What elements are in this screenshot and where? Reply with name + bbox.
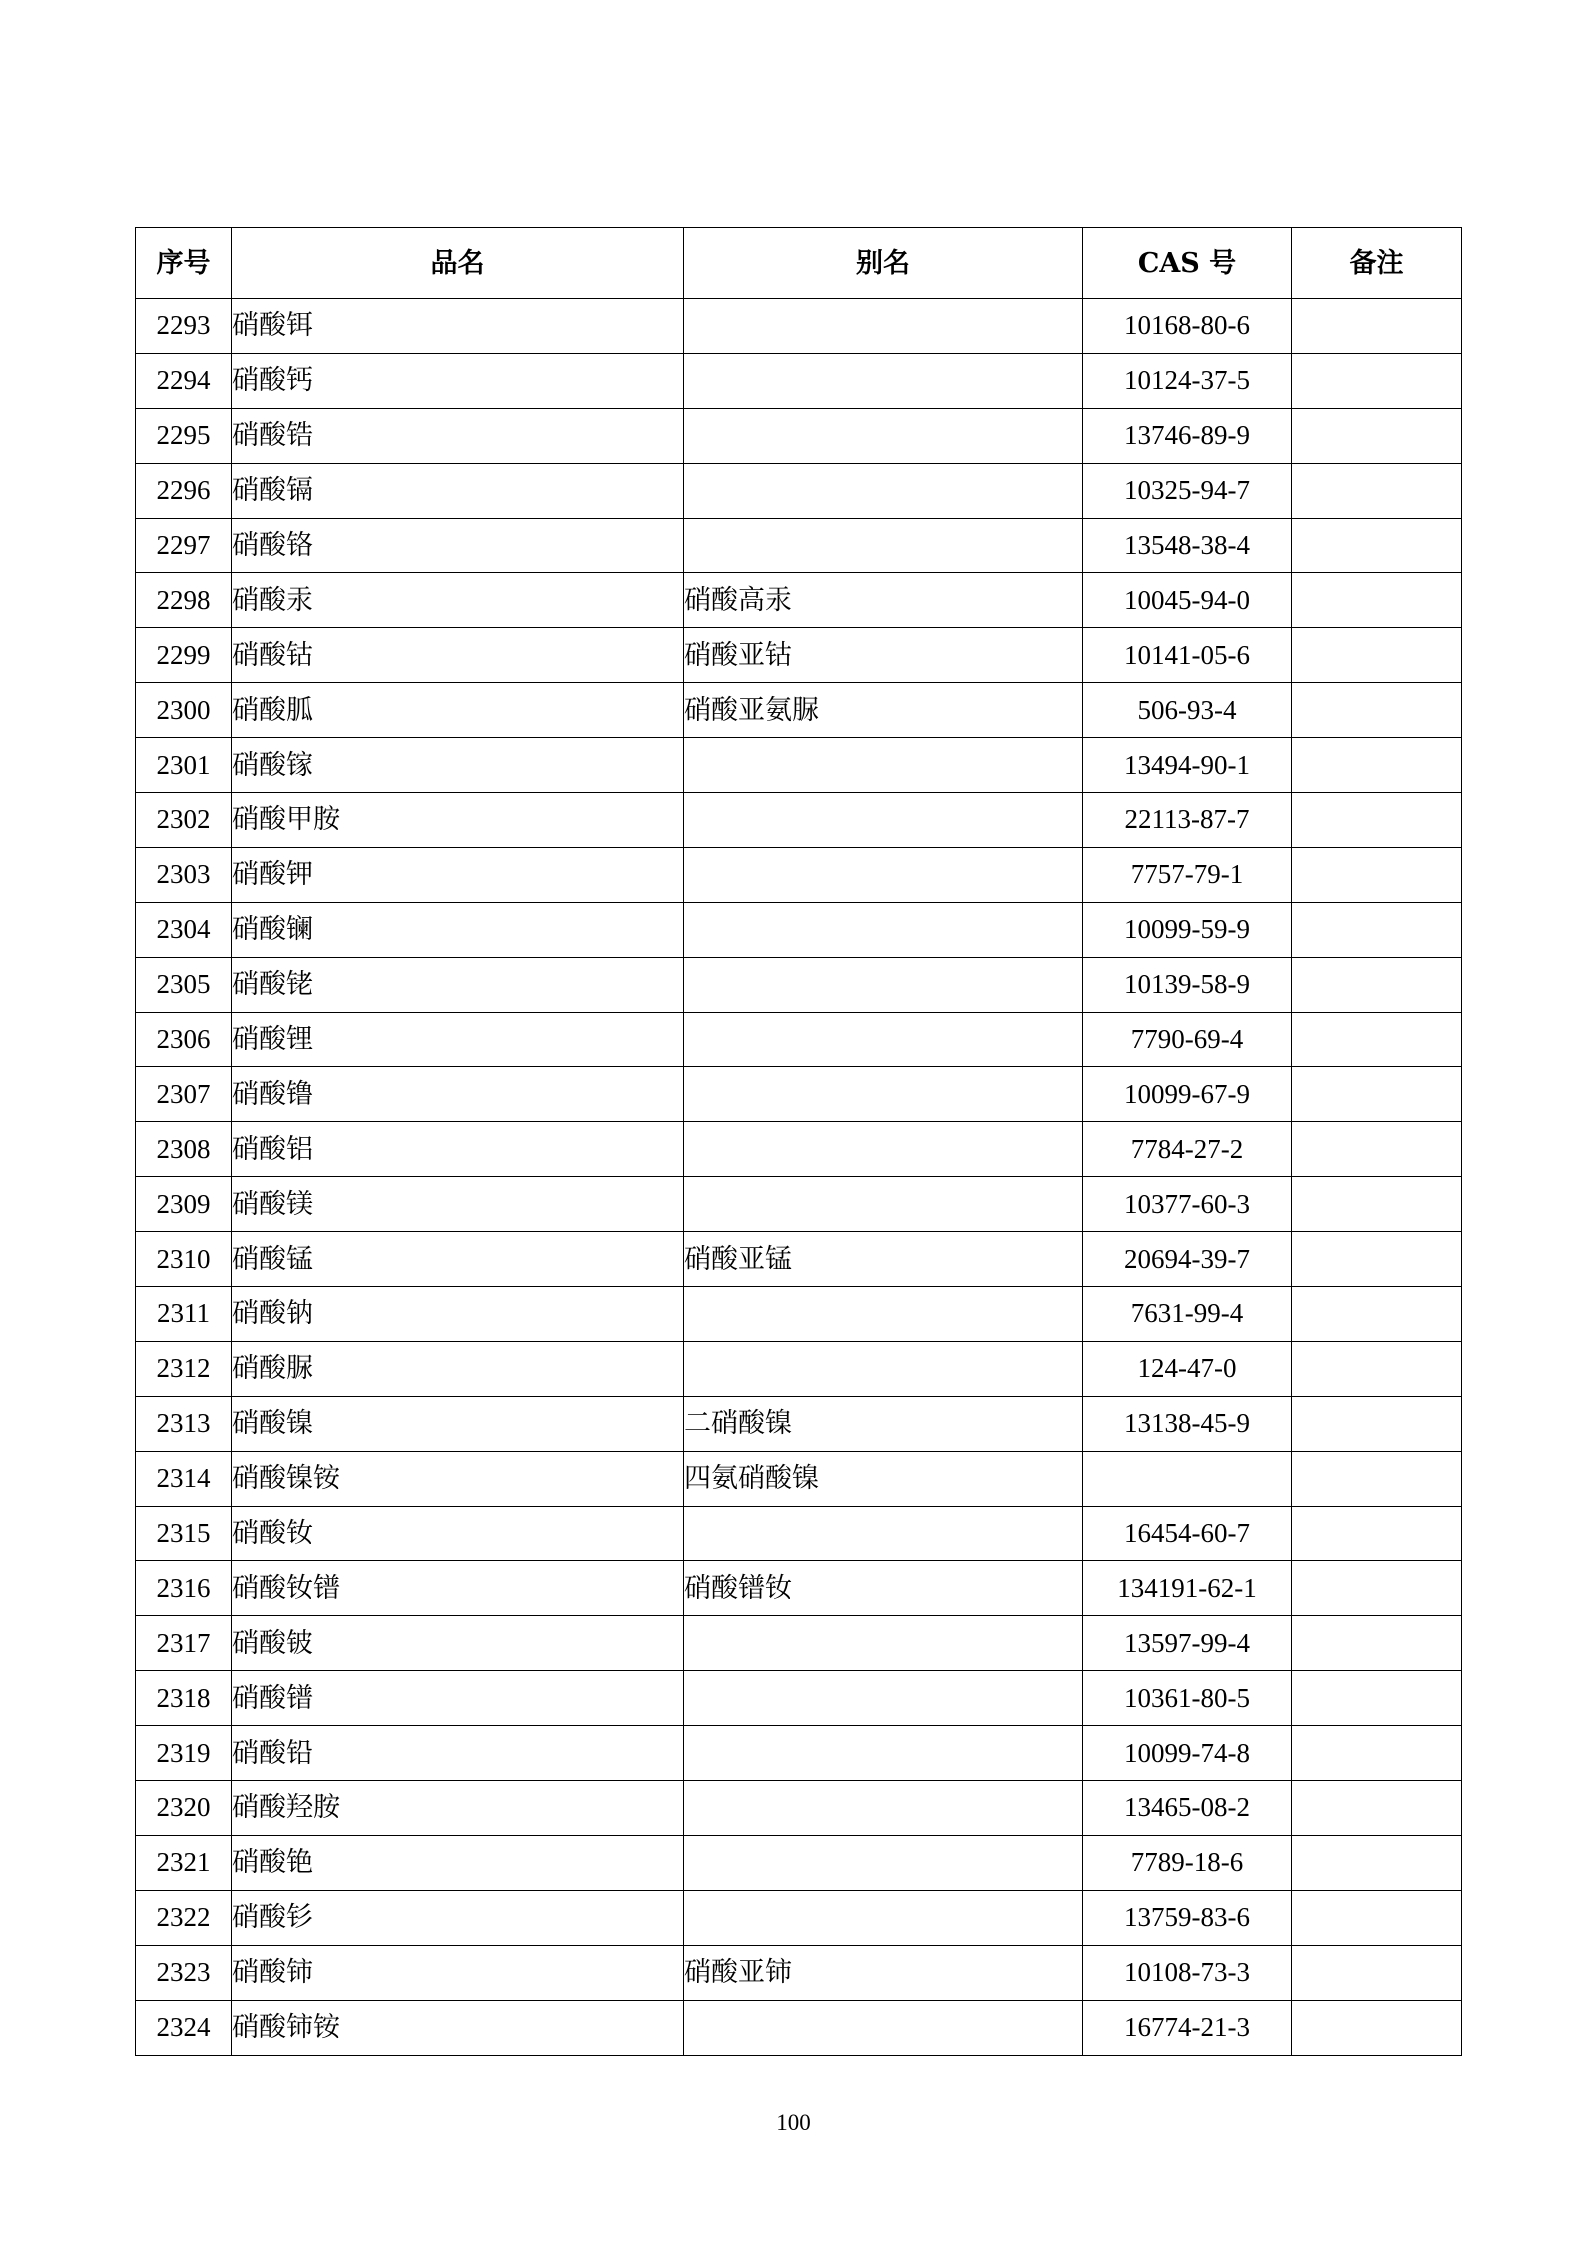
cell-serial-number: 2315 (136, 1506, 232, 1561)
cell-cas-number (1083, 1451, 1292, 1506)
cell-product-name: 硝酸镥 (232, 1067, 684, 1122)
table-row (136, 957, 1462, 1012)
cell-alias (684, 1835, 1083, 1890)
cell-cas-number: 13494-90-1 (1083, 738, 1292, 793)
cell-cas-number: 7784-27-2 (1083, 1122, 1292, 1177)
cell-cas-number: 506-93-4 (1083, 683, 1292, 738)
cell-remarks (1292, 463, 1462, 518)
cell-remarks (1292, 408, 1462, 463)
cell-serial-number: 2309 (136, 1177, 232, 1232)
cell-product-name: 硝酸镁 (232, 1177, 684, 1232)
header-row (136, 228, 1462, 299)
cell-product-name: 硝酸钕 (232, 1506, 684, 1561)
cell-cas-number: 16454-60-7 (1083, 1506, 1292, 1561)
cell-remarks (1292, 1122, 1462, 1177)
cell-remarks (1292, 2000, 1462, 2055)
cell-product-name: 硝酸胍 (232, 683, 684, 738)
table-row (136, 518, 1462, 573)
cell-product-name: 硝酸铝 (232, 1122, 684, 1177)
cell-serial-number: 2295 (136, 408, 232, 463)
table-row (136, 1781, 1462, 1836)
cell-alias (684, 1726, 1083, 1781)
cell-product-name: 硝酸羟胺 (232, 1781, 684, 1836)
cell-alias (684, 1341, 1083, 1396)
table-row (136, 628, 1462, 683)
cell-serial-number: 2320 (136, 1781, 232, 1836)
cell-alias (684, 1122, 1083, 1177)
cell-cas-number: 10045-94-0 (1083, 573, 1292, 628)
table-row (136, 1890, 1462, 1945)
cell-alias (684, 957, 1083, 1012)
cell-remarks (1292, 1890, 1462, 1945)
cell-serial-number: 2323 (136, 1945, 232, 2000)
cell-alias (684, 793, 1083, 848)
table-row (136, 1835, 1462, 1890)
table-row (136, 408, 1462, 463)
cell-serial-number: 2312 (136, 1341, 232, 1396)
table-row (136, 1287, 1462, 1342)
cell-cas-number: 10099-59-9 (1083, 902, 1292, 957)
table-row (136, 847, 1462, 902)
cell-product-name: 硝酸镍铵 (232, 1451, 684, 1506)
cell-remarks (1292, 1012, 1462, 1067)
cell-remarks (1292, 353, 1462, 408)
table-row (136, 1671, 1462, 1726)
cell-product-name: 硝酸锂 (232, 1012, 684, 1067)
table-row (136, 793, 1462, 848)
cell-remarks (1292, 793, 1462, 848)
cell-product-name: 硝酸汞 (232, 573, 684, 628)
cell-serial-number: 2321 (136, 1835, 232, 1890)
cell-serial-number: 2298 (136, 573, 232, 628)
cell-alias (684, 1671, 1083, 1726)
cell-serial-number: 2319 (136, 1726, 232, 1781)
cell-product-name: 硝酸甲胺 (232, 793, 684, 848)
cell-alias (684, 518, 1083, 573)
cell-serial-number: 2317 (136, 1616, 232, 1671)
cell-alias: 硝酸亚氨脲 (684, 683, 1083, 738)
cell-product-name: 硝酸钕镨 (232, 1561, 684, 1616)
cell-cas-number: 10361-80-5 (1083, 1671, 1292, 1726)
cell-product-name: 硝酸脲 (232, 1341, 684, 1396)
cell-product-name: 硝酸铑 (232, 957, 684, 1012)
chemical-table (135, 227, 1462, 2056)
table-row (136, 573, 1462, 628)
table-row (136, 1012, 1462, 1067)
cell-remarks (1292, 738, 1462, 793)
cell-alias: 硝酸亚锰 (684, 1232, 1083, 1287)
header-cas-number: CAS 号 (1083, 228, 1292, 299)
page-number: 100 (776, 2110, 811, 2135)
cell-alias (684, 299, 1083, 354)
table-row (136, 463, 1462, 518)
table-row (136, 1726, 1462, 1781)
cell-cas-number: 13746-89-9 (1083, 408, 1292, 463)
cell-cas-number: 20694-39-7 (1083, 1232, 1292, 1287)
header-alias: 别名 (684, 228, 1083, 299)
cell-serial-number: 2297 (136, 518, 232, 573)
cell-serial-number: 2293 (136, 299, 232, 354)
cell-alias (684, 2000, 1083, 2055)
cell-serial-number: 2303 (136, 847, 232, 902)
header-serial-number: 序号 (136, 228, 232, 299)
cell-remarks (1292, 518, 1462, 573)
cell-cas-number: 10124-37-5 (1083, 353, 1292, 408)
cell-cas-number: 10099-67-9 (1083, 1067, 1292, 1122)
cell-product-name: 硝酸铅 (232, 1726, 684, 1781)
cell-product-name: 硝酸钴 (232, 628, 684, 683)
cell-serial-number: 2314 (136, 1451, 232, 1506)
cell-alias (684, 353, 1083, 408)
cell-alias: 硝酸亚钴 (684, 628, 1083, 683)
cell-serial-number: 2308 (136, 1122, 232, 1177)
cell-product-name: 硝酸铍 (232, 1616, 684, 1671)
cell-alias: 二硝酸镍 (684, 1396, 1083, 1451)
cell-alias: 硝酸亚铈 (684, 1945, 1083, 2000)
cell-product-name: 硝酸镓 (232, 738, 684, 793)
table-row (136, 1067, 1462, 1122)
cell-alias (684, 847, 1083, 902)
cell-serial-number: 2316 (136, 1561, 232, 1616)
cell-product-name: 硝酸铈铵 (232, 2000, 684, 2055)
cell-cas-number: 13465-08-2 (1083, 1781, 1292, 1836)
cell-product-name: 硝酸钙 (232, 353, 684, 408)
cell-remarks (1292, 1561, 1462, 1616)
cell-remarks (1292, 847, 1462, 902)
table-body (136, 299, 1462, 2056)
cell-cas-number: 10168-80-6 (1083, 299, 1292, 354)
cell-alias (684, 1287, 1083, 1342)
cell-cas-number: 10108-73-3 (1083, 1945, 1292, 2000)
cell-alias (684, 738, 1083, 793)
header-product-name: 品名 (232, 228, 684, 299)
cell-alias (684, 1890, 1083, 1945)
cell-alias (684, 902, 1083, 957)
cell-remarks (1292, 299, 1462, 354)
cell-alias: 四氨硝酸镍 (684, 1451, 1083, 1506)
cell-remarks (1292, 1781, 1462, 1836)
cell-cas-number: 13759-83-6 (1083, 1890, 1292, 1945)
cell-product-name: 硝酸铬 (232, 518, 684, 573)
cell-remarks (1292, 957, 1462, 1012)
cell-alias (684, 463, 1083, 518)
table-row (136, 902, 1462, 957)
cell-cas-number: 10141-05-6 (1083, 628, 1292, 683)
cell-serial-number: 2296 (136, 463, 232, 518)
cell-remarks (1292, 1616, 1462, 1671)
cell-cas-number: 13548-38-4 (1083, 518, 1292, 573)
table-row (136, 1616, 1462, 1671)
cell-cas-number: 10099-74-8 (1083, 1726, 1292, 1781)
cell-product-name: 硝酸铈 (232, 1945, 684, 2000)
cell-serial-number: 2318 (136, 1671, 232, 1726)
table-row (136, 353, 1462, 408)
cell-product-name: 硝酸钠 (232, 1287, 684, 1342)
cell-remarks (1292, 1287, 1462, 1342)
cell-remarks (1292, 628, 1462, 683)
cell-serial-number: 2310 (136, 1232, 232, 1287)
cell-serial-number: 2294 (136, 353, 232, 408)
cell-product-name: 硝酸镧 (232, 902, 684, 957)
cell-serial-number: 2306 (136, 1012, 232, 1067)
cell-cas-number: 7631-99-4 (1083, 1287, 1292, 1342)
cell-product-name: 硝酸铯 (232, 1835, 684, 1890)
cell-cas-number: 13138-45-9 (1083, 1396, 1292, 1451)
cell-cas-number: 13597-99-4 (1083, 1616, 1292, 1671)
cell-remarks (1292, 1835, 1462, 1890)
cell-alias (684, 408, 1083, 463)
table-row (136, 738, 1462, 793)
table-row (136, 1341, 1462, 1396)
cell-remarks (1292, 1506, 1462, 1561)
cell-cas-number: 124-47-0 (1083, 1341, 1292, 1396)
cell-cas-number: 7789-18-6 (1083, 1835, 1292, 1890)
cell-remarks (1292, 1945, 1462, 2000)
table-row (136, 1945, 1462, 2000)
cell-alias (684, 1506, 1083, 1561)
cell-cas-number: 134191-62-1 (1083, 1561, 1292, 1616)
cell-alias (684, 1067, 1083, 1122)
cell-product-name: 硝酸锰 (232, 1232, 684, 1287)
cell-alias (684, 1012, 1083, 1067)
cell-product-name: 硝酸钾 (232, 847, 684, 902)
table-header (136, 228, 1462, 299)
table-row (136, 1122, 1462, 1177)
table-row (136, 299, 1462, 354)
cell-product-name: 硝酸镉 (232, 463, 684, 518)
cell-serial-number: 2301 (136, 738, 232, 793)
cell-remarks (1292, 683, 1462, 738)
cell-remarks (1292, 902, 1462, 957)
cell-product-name: 硝酸铒 (232, 299, 684, 354)
cell-alias: 硝酸高汞 (684, 573, 1083, 628)
cell-serial-number: 2302 (136, 793, 232, 848)
cell-remarks (1292, 1396, 1462, 1451)
cell-cas-number: 10377-60-3 (1083, 1177, 1292, 1232)
cell-cas-number: 10139-58-9 (1083, 957, 1292, 1012)
cell-product-name: 硝酸钐 (232, 1890, 684, 1945)
cell-serial-number: 2322 (136, 1890, 232, 1945)
cell-product-name: 硝酸锆 (232, 408, 684, 463)
cell-cas-number: 16774-21-3 (1083, 2000, 1292, 2055)
table-row (136, 1506, 1462, 1561)
cell-serial-number: 2304 (136, 902, 232, 957)
cell-serial-number: 2324 (136, 2000, 232, 2055)
cell-cas-number: 7790-69-4 (1083, 1012, 1292, 1067)
cell-alias (684, 1781, 1083, 1836)
cell-cas-number: 7757-79-1 (1083, 847, 1292, 902)
table-row (136, 1451, 1462, 1506)
cell-product-name: 硝酸镍 (232, 1396, 684, 1451)
table-row (136, 2000, 1462, 2055)
cell-remarks (1292, 1341, 1462, 1396)
table-row (136, 1177, 1462, 1232)
table-row (136, 683, 1462, 738)
cell-remarks (1292, 1232, 1462, 1287)
cell-serial-number: 2307 (136, 1067, 232, 1122)
cell-remarks (1292, 1177, 1462, 1232)
cell-remarks (1292, 1067, 1462, 1122)
table-row (136, 1561, 1462, 1616)
header-remarks: 备注 (1292, 228, 1462, 299)
cell-remarks (1292, 1726, 1462, 1781)
cell-cas-number: 10325-94-7 (1083, 463, 1292, 518)
cell-alias: 硝酸镨钕 (684, 1561, 1083, 1616)
cell-serial-number: 2313 (136, 1396, 232, 1451)
cell-remarks (1292, 1671, 1462, 1726)
cell-serial-number: 2300 (136, 683, 232, 738)
cell-alias (684, 1177, 1083, 1232)
table-row (136, 1232, 1462, 1287)
table-row (136, 1396, 1462, 1451)
cell-serial-number: 2299 (136, 628, 232, 683)
cell-cas-number: 22113-87-7 (1083, 793, 1292, 848)
cell-remarks (1292, 573, 1462, 628)
cell-serial-number: 2311 (136, 1287, 232, 1342)
cell-serial-number: 2305 (136, 957, 232, 1012)
cell-alias (684, 1616, 1083, 1671)
cell-product-name: 硝酸镨 (232, 1671, 684, 1726)
cell-remarks (1292, 1451, 1462, 1506)
